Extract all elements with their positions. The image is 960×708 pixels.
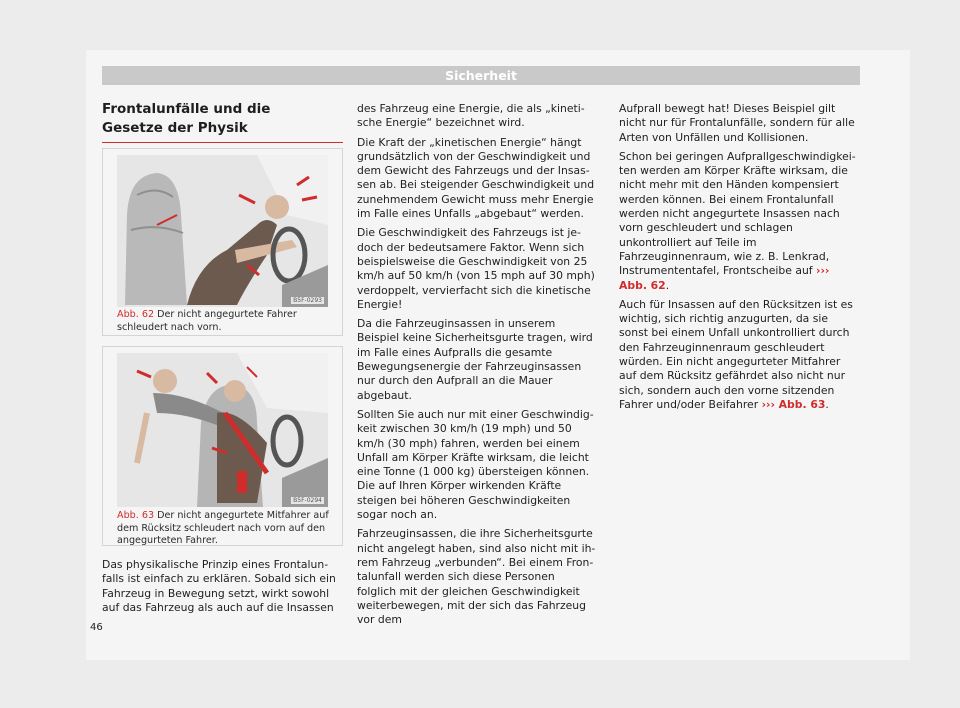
paragraph: Da die Fahrzeuginsassen in unserem Beispiel keine Sicherheitsgurte tragen, wird im Falle eines Aufpralls die gesamte Bewegungsenergie der Fahrzeuginsassen nur durch den Aufprall an die Mauer abgebaut. [357,317,593,402]
paragraph-text: Schon bei geringen Aufprallgeschwindigkeiten werden am Körper Kräfte wirksam, die nicht mehr mit den Händen kompensiert werden können. Bei einem Frontalunfall werden nicht angegurtete Insassen nach vorn geschleudert und schlagen unkontrolliert auf Teile im Fahrzeuginnenraum, wie z. B. Lenkrad, Instrumententafel, Frontscheibe auf [619,149,856,278]
figure-label: Abb. 62 [117,309,155,320]
paragraph: Sollten Sie auch nur mit einer Geschwindigkeit zwischen 30 km/h (19 mph) und 50 km/h (30 mph) fahren, werden bei einem Unfall am Körper Kräfte wirksam, die leicht eine Tonne (1 000 kg) übersteigen können. Die auf Ihren Körper wirkenden Kräfte steigen bei höheren Geschwindigkeiten sogar noch an. [357,407,594,522]
paragraph [619,298,858,412]
column-1-text [102,558,341,620]
title-divider [102,142,343,143]
section-header: Sicherheit [102,66,860,85]
manual-page [86,50,910,660]
paragraph-text: Auch für Insassen auf den Rücksitzen ist es wichtig, sich richtig anzugurten, da sie sonst bei einem Unfall unkontrolliert durch den Fahrzeuginnenraum geschleudert würden. Ein nicht angegurteter Mitfahrer auf dem Rücksitz gefährdet also nicht nur sich, sondern auch den vorne sitzenden Fahrer und/oder Beifahrer [619,297,853,411]
figure-code: B5F-0293 [293,297,322,304]
punctuation: . [665,278,670,292]
paragraph: Die Geschwindigkeit des Fahrzeugs ist jedoch der bedeutsamere Faktor. Wenn sich beispielsweise die Geschwindigkeit von 25 km/h auf 50 km/h (von 15 mph auf 30 mph) verdoppelt, vervierfacht sich die kinetische Energie! [357,226,595,311]
section-title: Frontalunfälle und die Gesetze der Physik [102,101,271,136]
figure-63 [102,346,343,546]
caption-text: Der nicht angegurtete Mitfahrer auf dem Rücksitz schleudert nach vorn auf den angegurteten Fahrer. [117,510,329,546]
paragraph: Die Kraft der „kinetischen Energie“ hängt grundsätzlich von der Geschwindigkeit und dem Gewicht des Fahrzeugs und der Insassen ab. Bei steigender Geschwindigkeit und zunehmendem Gewicht muss mehr Energie im Falle eines Unfalls „abgebaut“ werden. [357,135,595,221]
paragraph [619,150,858,293]
paragraph: Das physikalische Prinzip eines Frontalunfalls ist einfach zu erklären. Sobald sich ein Fahrzeug in Bewegung setzt, wirkt sowohl auf das Fahrzeug als auch auf die Insassen [102,558,336,614]
paragraph: des Fahrzeug eine Energie, die als „kinetische Energie“ bezeichnet wird. [357,102,585,130]
paragraph: Aufprall bewegt hat! Dieses Beispiel gilt nicht nur für Frontalunfälle, sondern für alle Arten von Unfällen und Kollisionen. [619,102,855,144]
punctuation: . [825,397,829,411]
figure-63-illustration [117,353,328,507]
figure-63-link[interactable]: ››› Abb. 63 [761,397,826,411]
page-number: 46 [90,622,103,633]
figure-code: B5F-0294 [293,497,322,504]
caption-text: Der nicht angegurtete Fahrer schleudert nach vorn. [117,309,297,333]
column-3 [619,102,858,417]
figure-63-caption [117,510,331,548]
figure-label: Abb. 63 [117,510,155,521]
figure-62-illustration [117,155,328,307]
paragraph: Fahrzeuginsassen, die ihre Sicherheitsgurte nicht angelegt haben, sind also nicht mit ihrem Fahrzeug „verbunden“. Bei einem Frontalunfall werden sich diese Personen folglich mit der gleichen Geschwindigkeit weiterbewegen, mit der sich das Fahrzeug vor dem [357,527,596,627]
figure-62-caption [117,309,331,334]
figure-62 [102,148,343,336]
figure-62-link[interactable]: ››› Abb. 62 [619,264,830,292]
column-2 [357,102,596,632]
